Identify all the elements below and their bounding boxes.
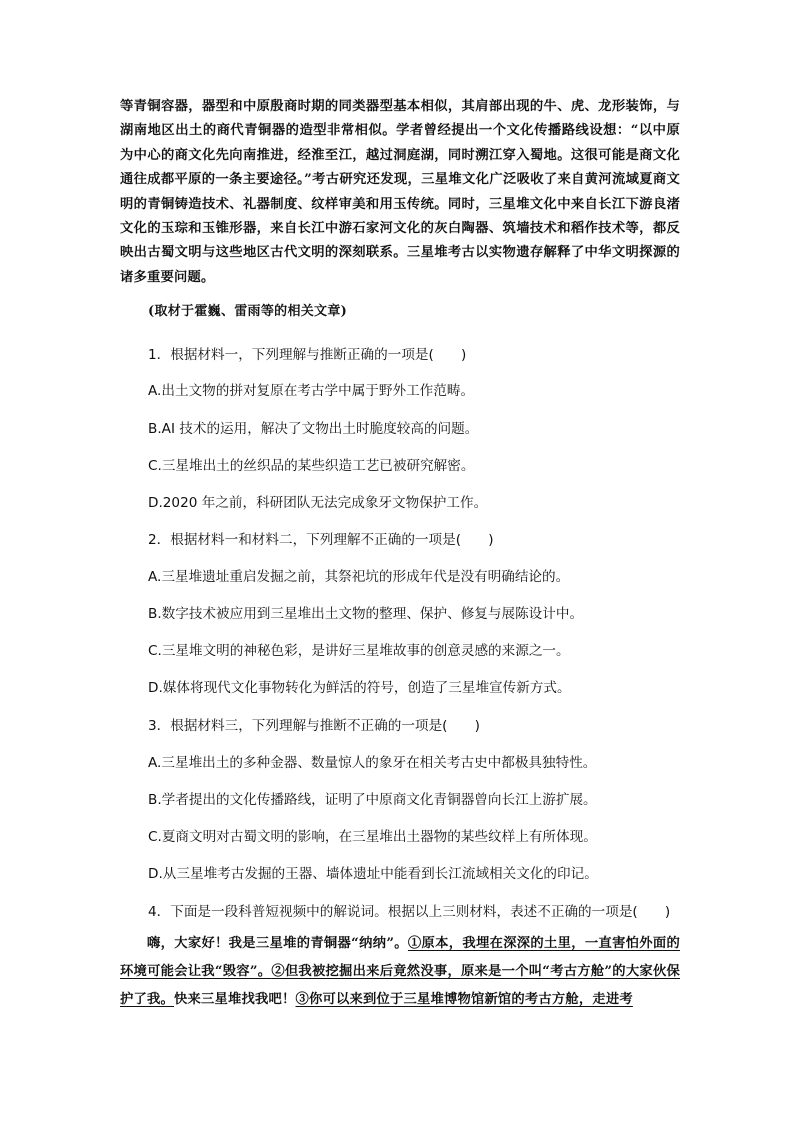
narration-passage xyxy=(120,930,680,1014)
question-2-option-c: C.三星堆文明的神秘色彩，是讲好三星堆故事的创意灵感的来源之一。 xyxy=(148,643,570,659)
narration-sentence-1: ①原本，我埋在深深的土里，一直害怕外面的环境可能会让我“毁容”。 xyxy=(120,936,681,979)
narration-mid: 快来三星堆找我吧！ xyxy=(174,992,296,1007)
narration-intro: 嗨，大家好！我是三星堆的青铜器“纳纳”。 xyxy=(147,936,408,951)
question-1-stem: 1．根据材料一，下列理解与推断正确的一项是( ) xyxy=(148,347,467,363)
passage-source: (取材于霍巍、雷雨等的相关文章) xyxy=(148,304,348,319)
question-1-option-a: A.出土文物的拼对复原在考古学中属于野外工作范畴。 xyxy=(148,383,475,399)
narration-sentence-2: ②但我被挖掘出来后竟然没事，原来是一个叫“考古方舱”的大家伙保护了我。 xyxy=(120,964,681,1007)
question-1-option-b: B.AI 技术的运用，解决了文物出土时脆度较高的问题。 xyxy=(148,421,479,437)
question-3-option-d: D.从三星堆考古发掘的王器、墙体遗址中能看到长江流域相关文化的印记。 xyxy=(148,866,598,882)
question-1-option-d: D.2020 年之前，科研团队无法完成象牙文物保护工作。 xyxy=(148,495,488,511)
question-2-option-b: B.数字技术被应用到三星堆出土文物的整理、保护、修复与展陈设计中。 xyxy=(148,606,584,622)
question-2-stem: 2．根据材料一和材料二，下列理解不正确的一项是( ) xyxy=(148,532,494,548)
question-2-option-a: A.三星堆遗址重启发掘之前，其祭祀坑的形成年代是没有明确结论的。 xyxy=(148,569,570,585)
question-3-stem: 3．根据材料三，下列理解与推断不正确的一项是( ) xyxy=(148,718,480,734)
question-3-option-b: B.学者提出的文化传播路线，证明了中原商文化青铜器曾向长江上游扩展。 xyxy=(148,792,597,808)
reading-passage: 等青铜容器，器型和中原殷商时期的同类器型基本相似，其肩部出现的牛、虎、龙形装饰，与湖南地区出土的商代青铜器的造型非常相似。学者曾经提出一个文化传播路线设想：“以中原为中心的商文化先向南推进，经淮至江，越过洞庭湖，同时溯江穿入蜀地。这很可能是商文化通往成都平原的一条主要途径。”考古研究还发现，三星堆文化广泛吸收了来自黄河流域夏商文明的青铜铸造技术、礼器制度、纹样审美和用玉传统。同时，三星堆文化中来自长江下游良渚文化的玉琮和玉锥形器，来自长江中游石家河文化的灰白陶器、筑墙技术和稻作技术等，都反映出古蜀文明与这些地区古代文明的深刻联系。三星堆考古以实物遗存解释了中华文明探源的诸多重要问题。 xyxy=(120,99,680,285)
question-4-stem: 4．下面是一段科普短视频中的解说词。根据以上三则材料，表述不正确的一项是( ) xyxy=(148,904,671,920)
question-1-option-c: C.三星堆出土的丝织品的某些织造工艺已被研究解密。 xyxy=(148,458,475,474)
question-3-option-c: C.夏商文明对古蜀文明的影响，在三星堆出土器物的某些纹样上有所体现。 xyxy=(148,829,597,845)
narration-sentence-3: ③你可以来到位于三星堆博物馆新馆的考古方舱，走进考 xyxy=(295,992,633,1007)
question-3-option-a: A.三星堆出土的多种金器、数量惊人的象牙在相关考古史中都极具独特性。 xyxy=(148,755,597,771)
question-2-option-d: D.媒体将现代文化事物转化为鲜活的符号，创造了三星堆宣传新方式。 xyxy=(148,680,571,696)
